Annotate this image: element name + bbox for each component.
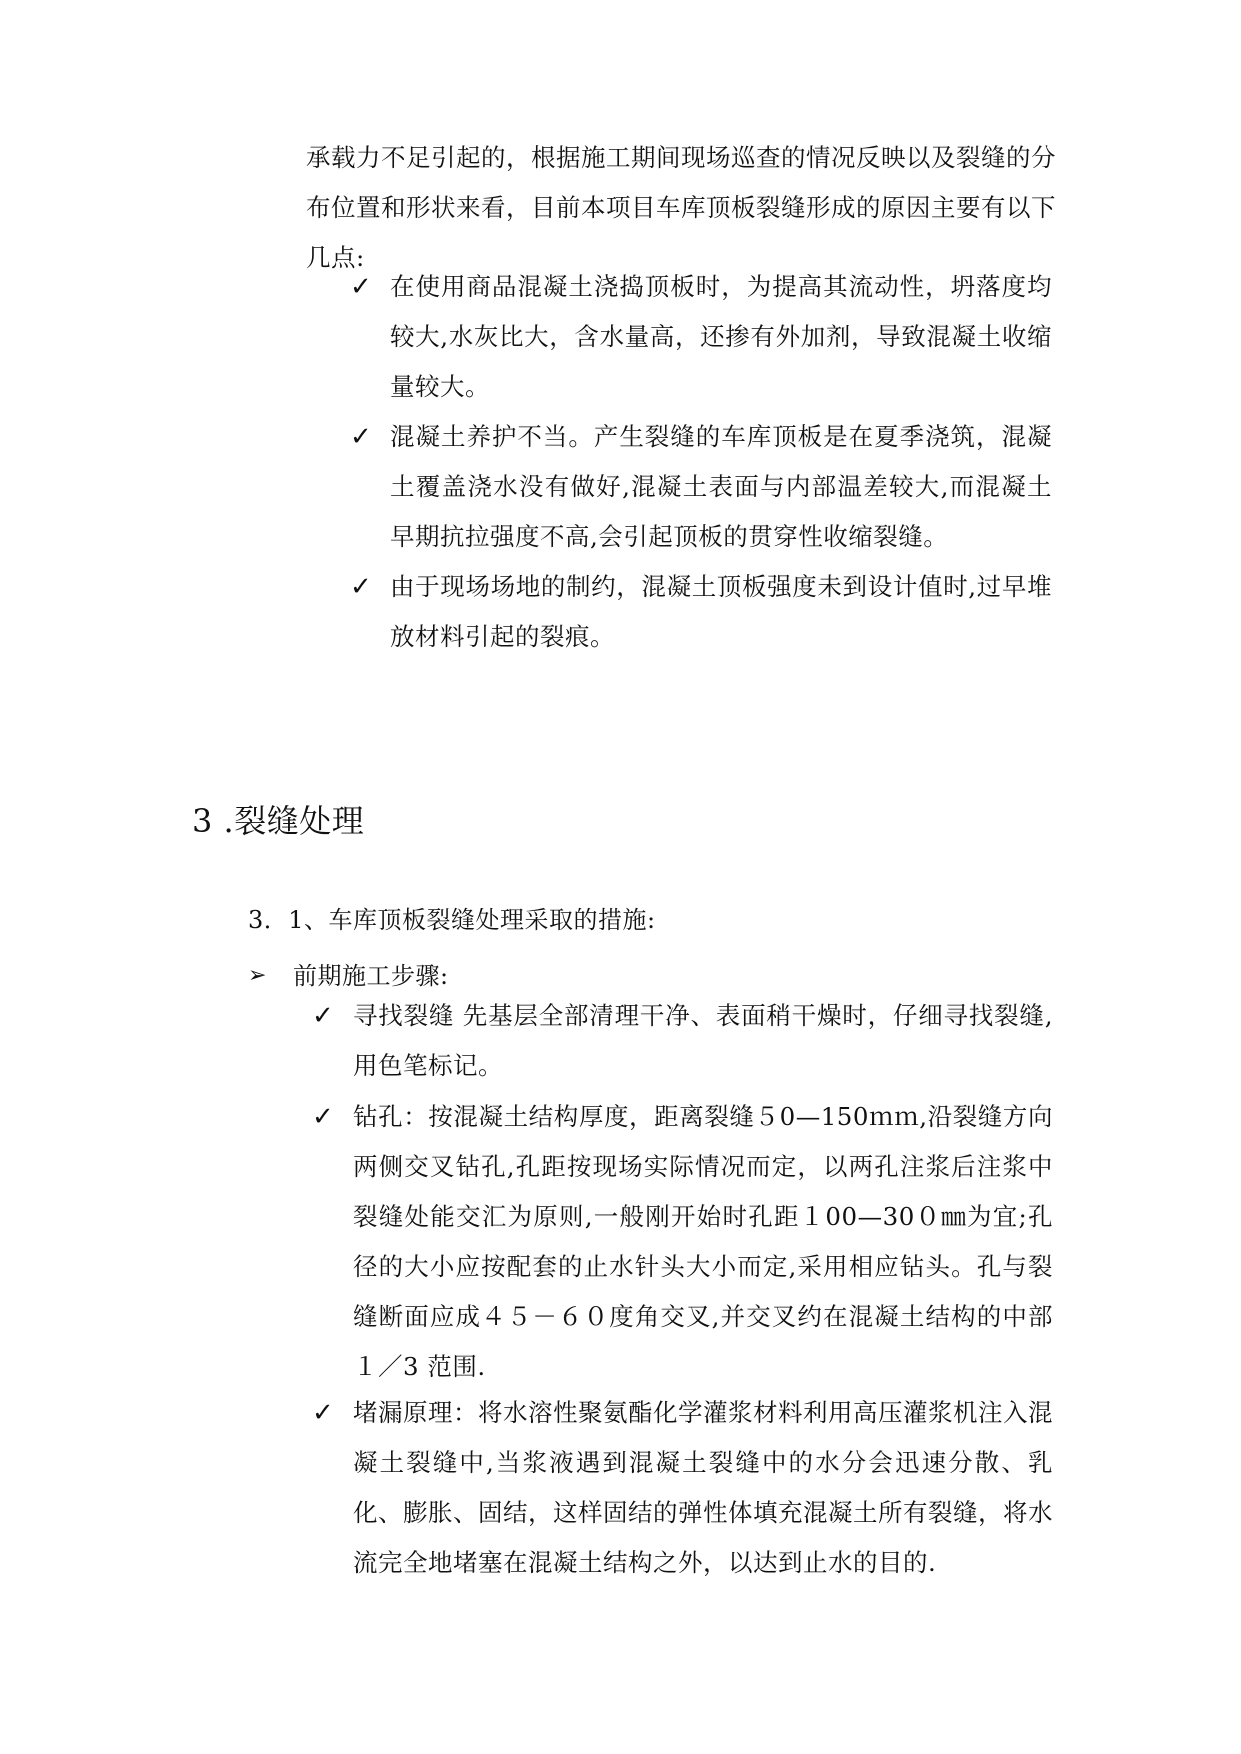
step-item-1 xyxy=(312,991,1053,1091)
step-item-text: 寻找裂缝 先基层全部清理干净、表面稍干燥时，仔细寻找裂缝,用色笔标记。 xyxy=(353,1001,1053,1080)
check-icon: ✓ xyxy=(312,1398,334,1428)
check-icon: ✓ xyxy=(350,422,372,452)
intro-paragraph: 承载力不足引起的，根据施工期间现场巡查的情况反映以及裂缝的分布位置和形状来看，目前本项目车库顶板裂缝形成的原因主要有以下几点: xyxy=(306,143,1056,272)
step-item-text: 钻孔：按混凝土结构厚度，距离裂缝５0—150ｍｍ,沿裂缝方向两侧交叉钻孔,孔距按现场实际情况而定，以两孔注浆后注浆中裂缝处能交汇为原则,一般刚开始时孔距１00—30０㎜为宜;孔径的大小应按配套的止水针头大小而定,采用相应钻头。孔与裂缝断面应成４５－６０度角交叉,并交叉约在混凝土结构的中部１／3 范围. xyxy=(353,1102,1053,1381)
steps-heading-label: 前期施工步骤: xyxy=(293,962,449,990)
cause-item-text: 混凝土养护不当。产生裂缝的车库顶板是在夏季浇筑，混凝土覆盖浇水没有做好,混凝土表面与内部温差较大,而混凝土早期抗拉强度不高,会引起顶板的贯穿性收缩裂缝。 xyxy=(390,422,1052,551)
step-item-text: 堵漏原理：将水溶性聚氨酯化学灌浆材料利用高压灌浆机注入混凝土裂缝中,当浆液遇到混凝土裂缝中的水分会迅速分散、乳化、膨胀、固结，这样固结的弹性体填充混凝土所有裂缝，将水流完全地堵塞在混凝土结构之外，以达到止水的目的. xyxy=(353,1398,1053,1577)
arrow-right-icon: ➢ xyxy=(248,963,267,988)
check-icon: ✓ xyxy=(312,1001,334,1031)
step-item-3 xyxy=(312,1388,1053,1588)
cause-item-text: 由于现场场地的制约，混凝土顶板强度未到设计值时,过早堆放材料引起的裂痕。 xyxy=(390,572,1052,651)
check-icon: ✓ xyxy=(312,1102,334,1132)
cause-item-2 xyxy=(350,412,1050,562)
cause-item-3 xyxy=(350,562,1050,662)
step-item-2 xyxy=(312,1092,1053,1392)
section-heading: 3 .裂缝处理 xyxy=(192,802,365,840)
cause-item-text: 在使用商品混凝土浇捣顶板时，为提高其流动性，坍落度均较大,水灰比大，含水量高，还掺有外加剂，导致混凝土收缩量较大。 xyxy=(390,272,1052,401)
check-icon: ✓ xyxy=(350,572,372,602)
subsection-heading: 3．1、车库顶板裂缝处理采取的措施: xyxy=(248,906,656,934)
cause-item-1 xyxy=(350,262,1050,412)
check-icon: ✓ xyxy=(350,272,372,302)
